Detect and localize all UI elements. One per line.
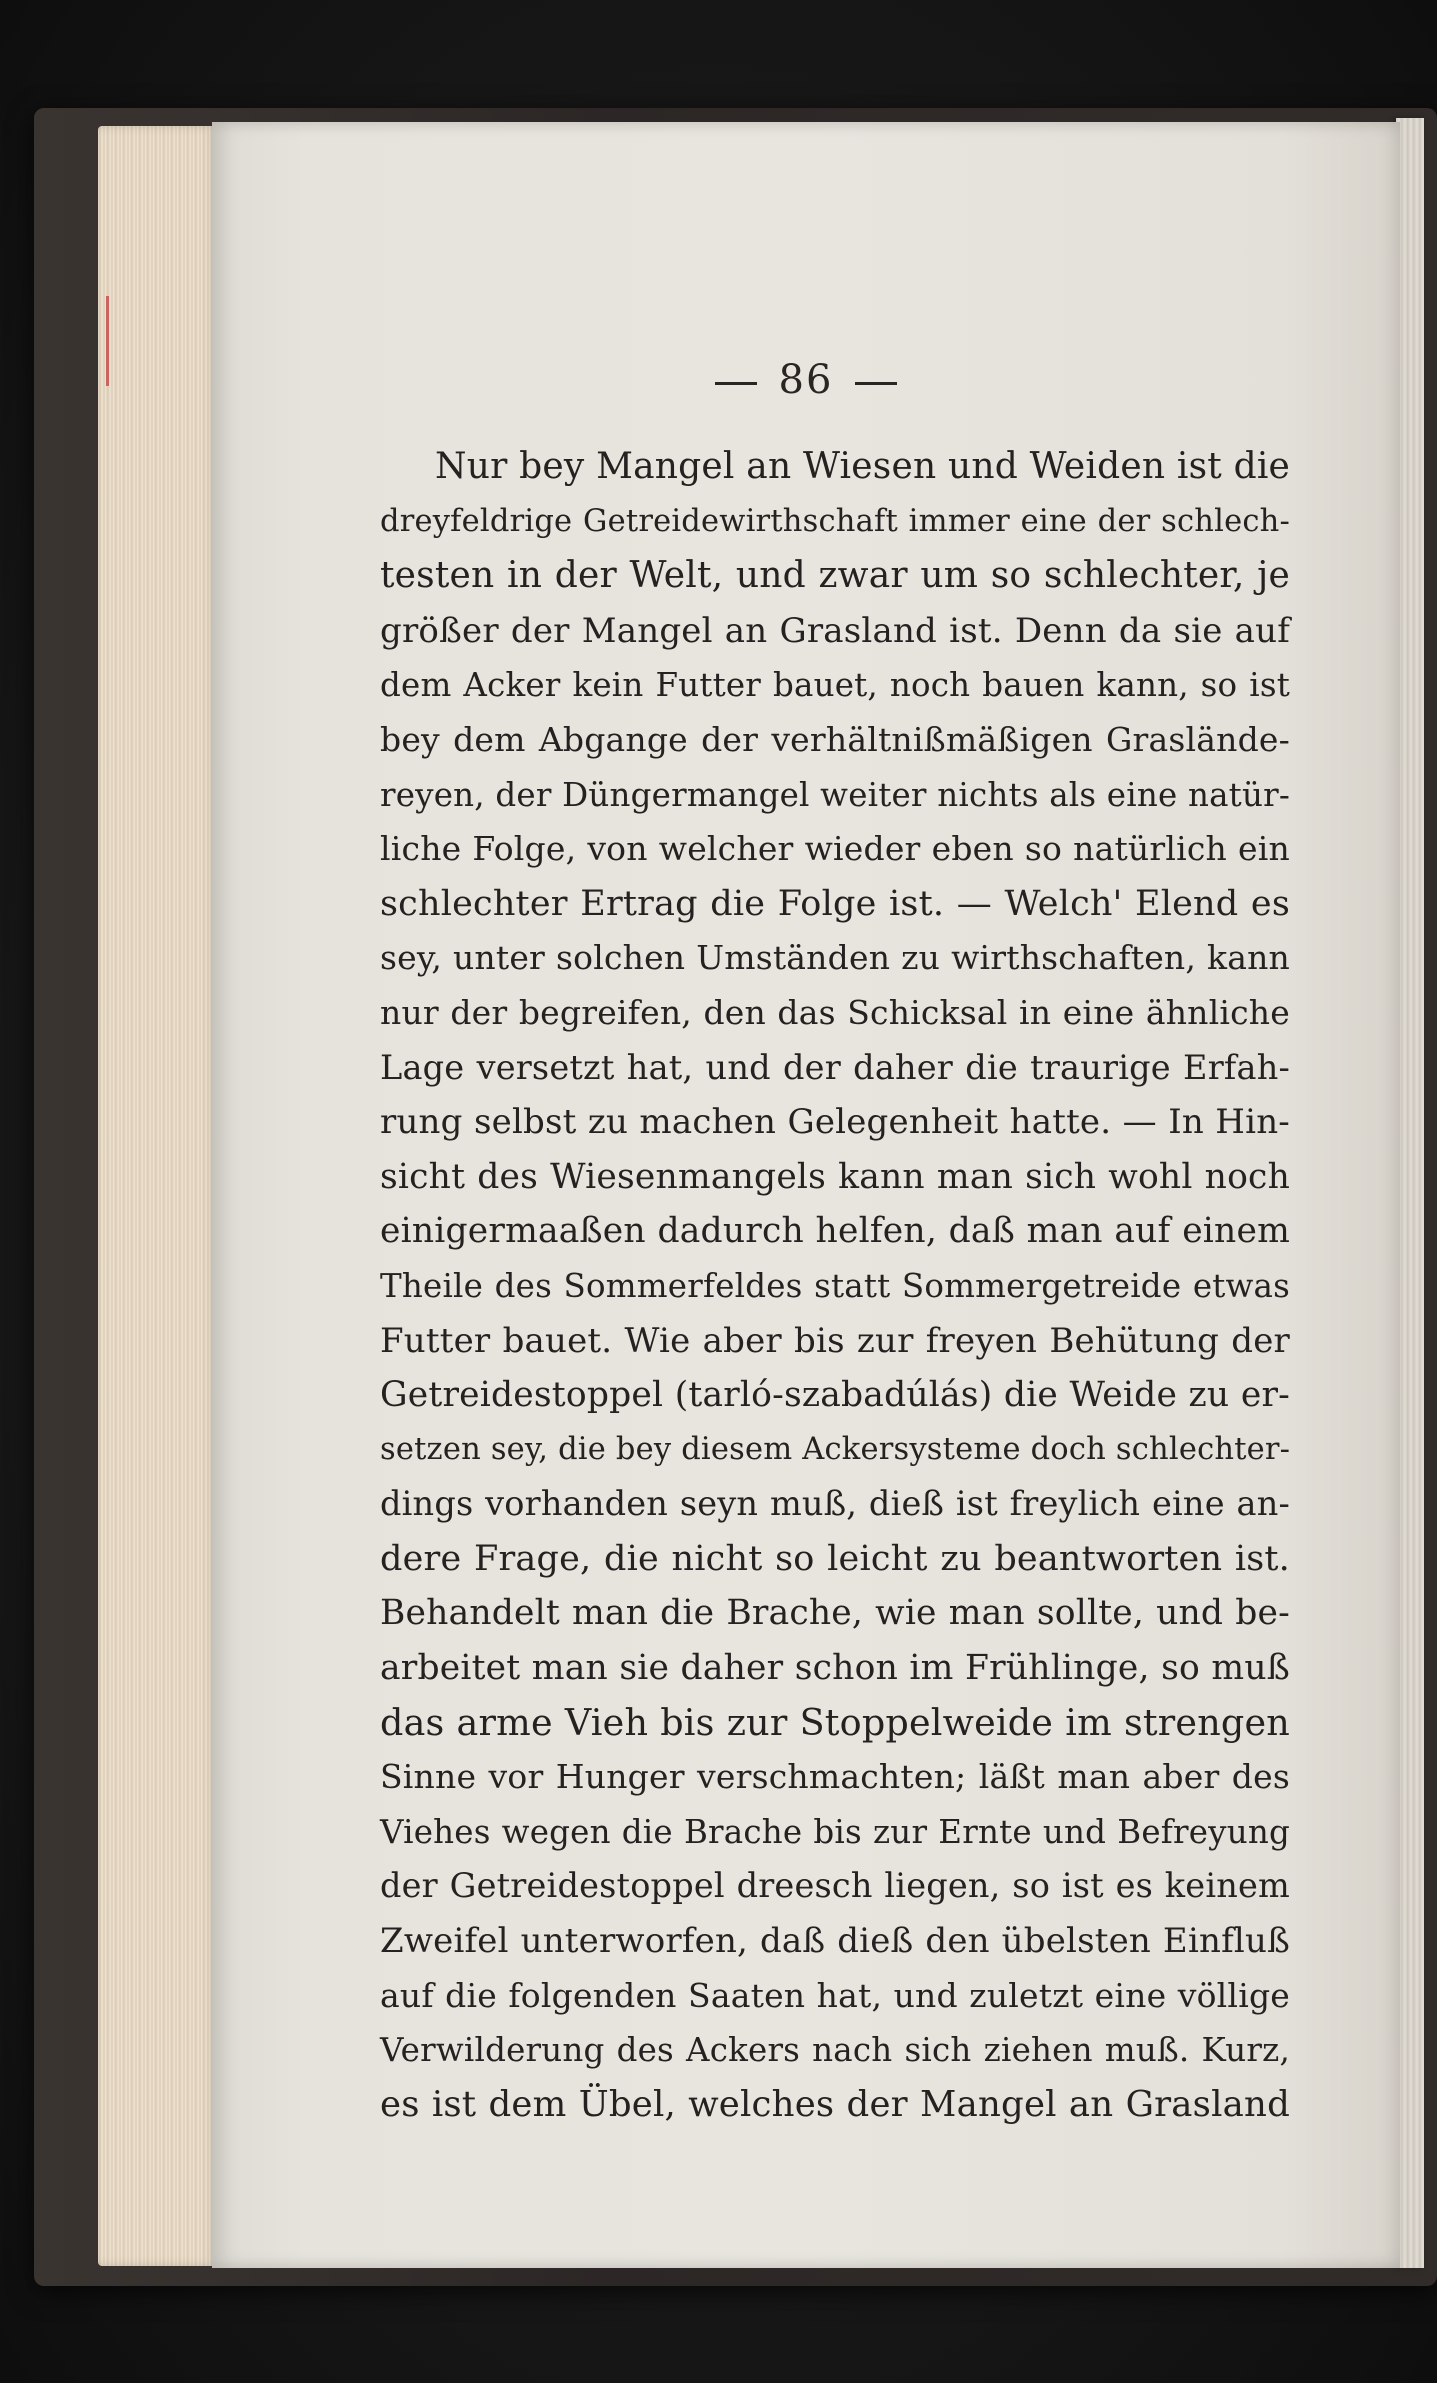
- text-line: es ist dem Übel, welches der Mangel an Grasland: [380, 2083, 1290, 2125]
- text-line: Nur bey Mangel an Wiesen und Weiden ist die: [435, 446, 1291, 487]
- text-line: sey, unter solchen Umständen zu wirthschaften, kann: [380, 938, 1290, 978]
- body-text: [380, 440, 1290, 2132]
- book-page: [212, 122, 1400, 2268]
- text-line: Futter bauet. Wie aber bis zur freyen Behütung der: [380, 1320, 1290, 1361]
- text-line: testen in der Welt, und zwar um so schlechter, je: [380, 555, 1290, 597]
- right-page-edge: [1396, 118, 1424, 2268]
- text-line: einigermaaßen dadurch helfen, daß man auf einem: [380, 1211, 1290, 1252]
- text-line: größer der Mangel an Grasland ist. Denn da sie auf: [380, 610, 1290, 651]
- text-line: Sinne vor Hunger verschmachten; läßt man aber des: [380, 1757, 1290, 1797]
- text-line: Viehes wegen die Brache bis zur Ernte und Befreyung: [380, 1812, 1290, 1851]
- page-number: [212, 357, 1400, 403]
- text-line: der Getreidestoppel dreesch liegen, so ist es keinem: [380, 1866, 1290, 1906]
- text-line: arbeitet man sie daher schon im Frühlinge, so muß: [380, 1648, 1290, 1689]
- text-line: dings vorhanden seyn muß, dieß ist freylich eine an-: [380, 1484, 1290, 1524]
- text-line: Lage versetzt hat, und der daher die traurige Erfah-: [380, 1047, 1290, 1087]
- text-line: setzen sey, die bey diesem Ackersysteme doch schlechter-: [380, 1431, 1291, 1467]
- page-edges: [98, 126, 218, 2266]
- text-line: dere Frage, die nicht so leicht zu beantworten ist.: [380, 1538, 1290, 1579]
- text-line: Verwilderung des Ackers nach sich ziehen muß. Kurz,: [380, 2031, 1290, 2070]
- text-line: rung selbst zu machen Gelegenheit hatte. — In Hin-: [380, 1102, 1290, 1143]
- text-line: auf die folgenden Saaten hat, und zuletzt eine völlige: [380, 1975, 1290, 2015]
- text-line: bey dem Abgange der verhältnißmäßigen Graslände-: [380, 719, 1290, 759]
- text-line: Theile des Sommerfeldes statt Sommergetreide etwas: [380, 1266, 1290, 1305]
- text-line: das arme Vieh bis zur Stoppelweide im strengen: [380, 1700, 1290, 1744]
- text-line: dreyfeldrige Getreidewirthschaft immer eine der schlech-: [380, 503, 1290, 539]
- text-line: dem Acker kein Futter bauet, noch bauen kann, so ist: [380, 666, 1290, 705]
- page-number-value: 86: [778, 357, 834, 403]
- text-line: sicht des Wiesenmangels kann man sich wohl noch: [380, 1156, 1290, 1197]
- text-line: Zweifel unterworfen, daß dieß den übelsten Einfluß: [380, 1921, 1290, 1962]
- page-number-dash-left: [715, 382, 757, 385]
- text-line: Getreidestoppel (tarló-szabadúlás) die Weide zu er-: [380, 1375, 1290, 1416]
- text-line: Behandelt man die Brache, wie man sollte, und be-: [380, 1593, 1290, 1634]
- text-line: liche Folge, von welcher wieder eben so natürlich ein: [380, 829, 1290, 869]
- text-line: nur der begreifen, den das Schicksal in eine ähnliche: [380, 992, 1290, 1032]
- page-number-dash-right: [855, 382, 897, 385]
- text-line: reyen, der Düngermangel weiter nichts als eine natür-: [380, 775, 1290, 814]
- text-line: schlechter Ertrag die Folge ist. — Welch' Elend es: [380, 883, 1290, 924]
